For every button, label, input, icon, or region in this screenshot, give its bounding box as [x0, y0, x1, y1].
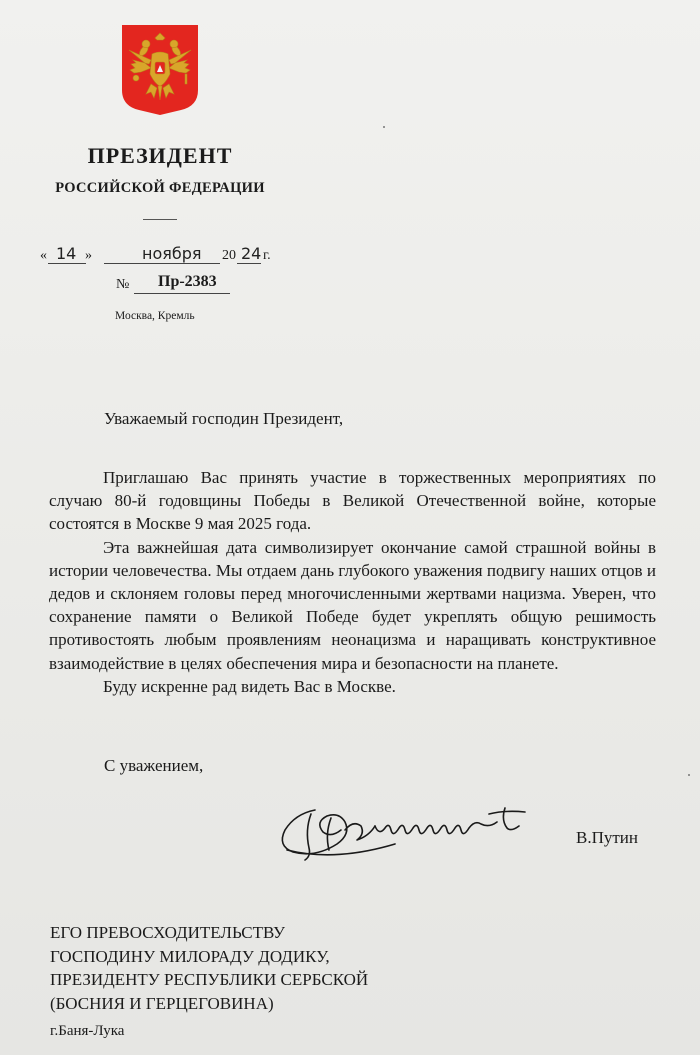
date-day-underline: [48, 263, 86, 264]
date-open-quote: «: [40, 248, 47, 263]
date-year-abbrev: г.: [263, 248, 271, 263]
letter-body: [49, 466, 656, 698]
double-headed-eagle-icon: [121, 24, 199, 116]
paper-speck: [688, 774, 690, 776]
recipient-line-4: (БОСНИЯ И ГЕРЦЕГОВИНА): [50, 993, 274, 1013]
number-underline: [134, 293, 230, 294]
paper-speck: [383, 126, 385, 128]
letterhead-subtitle: РОССИЙСКОЙ ФЕДЕРАЦИИ: [55, 180, 265, 196]
body-paragraph-1: Приглашаю Вас принять участие в торжественных мероприятиях по случаю 80-й годовщины Победы в Великой Отечественной войне, которые состоятся в Москве 9 мая 2025 года.: [49, 468, 656, 534]
date-close-quote: »: [85, 248, 92, 263]
coat-of-arms-emblem: [121, 24, 199, 116]
recipient-line-2: ГОСПОДИНУ МИЛОРАДУ ДОДИКУ,: [50, 946, 330, 966]
body-paragraph-2: Эта важнейшая дата символизирует окончание самой страшной войны в истории человечества. Мы отдаем дань глубокого уважения подвигу наших отцов и дедов и склоняем головы перед многочисленными жертвами нацизма. Уверен, что сохранение памяти о Великой Победе будет укреплять общую решимость противостоять любым проявлениям неонацизма и наращивать конструктивное взаимодействие в целях обеспечения мира и безопасности на планете.: [49, 537, 656, 673]
letter-closing: С уважением,: [104, 756, 204, 775]
recipient-address: [50, 921, 368, 1015]
number-label: №: [116, 277, 130, 292]
letterhead-title: ПРЕЗИДЕНТ: [87, 143, 233, 168]
date-day: 14: [56, 244, 77, 263]
issue-place: Москва, Кремль: [115, 310, 195, 322]
date-month-underline: [104, 263, 220, 264]
handwritten-signature: [275, 800, 545, 864]
letterhead-divider: [143, 219, 177, 220]
number-value: Пр-2383: [158, 273, 217, 290]
body-paragraph-3: Буду искренне рад видеть Вас в Москве.: [103, 676, 396, 696]
date-year-prefix: 20: [222, 248, 236, 263]
recipient-line-3: ПРЕЗИДЕНТУ РЕСПУБЛИКИ СЕРБСКОЙ: [50, 970, 369, 989]
letter-greeting: Уважаемый господин Президент,: [104, 409, 344, 428]
recipient-line-1: ЕГО ПРЕВОСХОДИТЕЛЬСТВУ: [50, 923, 286, 942]
date-year-suffix: 24: [241, 244, 262, 263]
date-month: ноября: [142, 244, 202, 263]
recipient-city: г.Баня-Лука: [50, 1023, 125, 1039]
signer-name: В.Путин: [576, 828, 638, 847]
date-year-underline: [237, 263, 261, 264]
